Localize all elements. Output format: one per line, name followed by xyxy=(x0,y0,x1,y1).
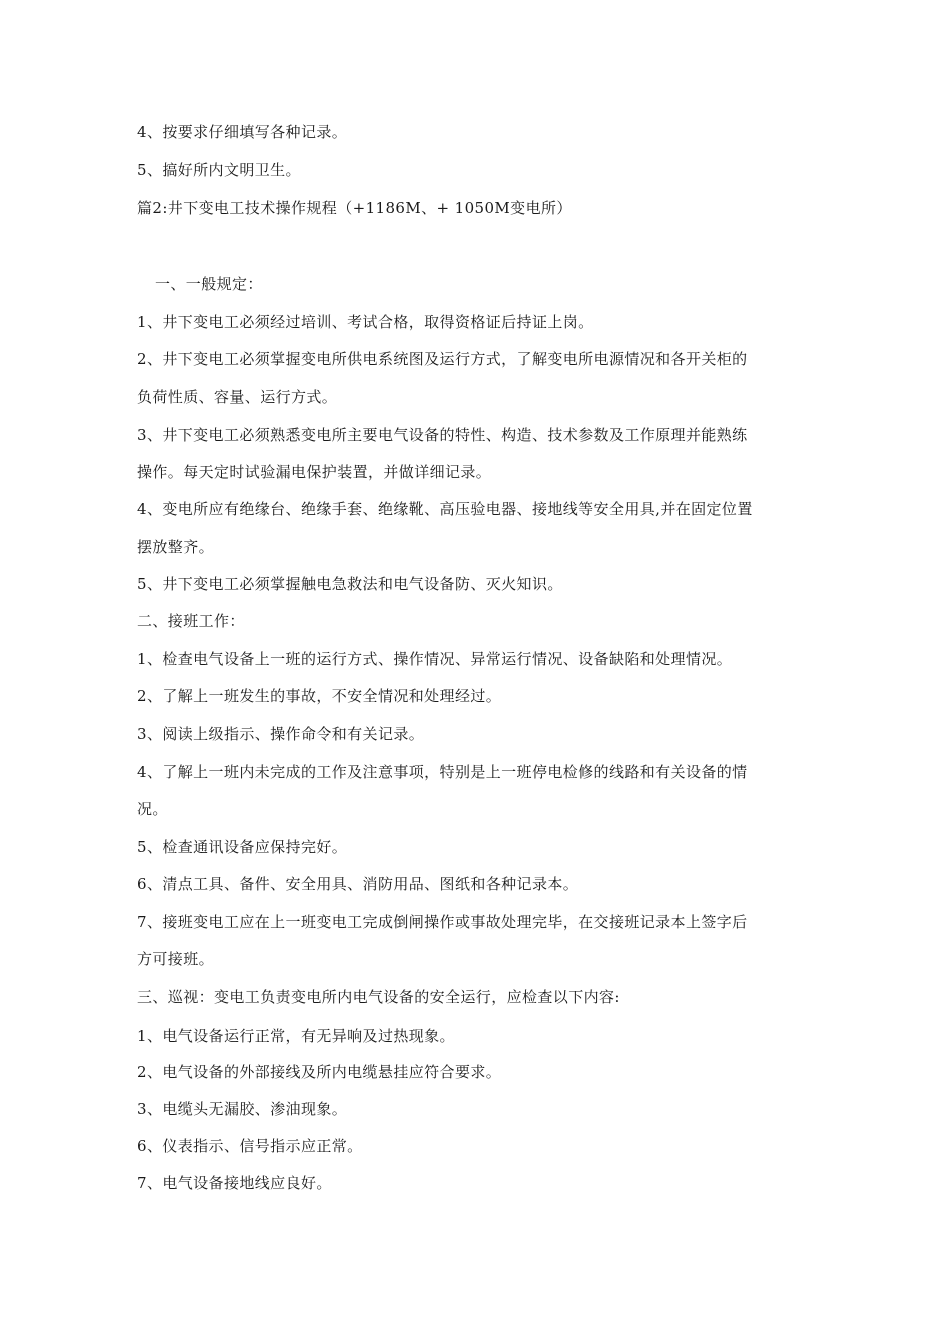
text-line: 1、电气设备运行正常，有无异响及过热现象。 xyxy=(137,1027,455,1045)
text-line: 4、按要求仔细填写各种记录。 xyxy=(137,123,348,141)
text-line: 5、搞好所内文明卫生。 xyxy=(137,161,301,179)
text-line: 2、了解上一班发生的事故，不安全情况和处理经过。 xyxy=(137,687,502,705)
text-line: 5、井下变电工必须掌握触电急救法和电气设备防、灭火知识。 xyxy=(137,575,563,593)
text-line: 负荷性质、容量、运行方式。 xyxy=(137,388,338,406)
text-line: 6、仪表指示、信号指示应正常。 xyxy=(137,1137,363,1155)
text-line: 况。 xyxy=(137,800,168,818)
text-line: 操作。每天定时试验漏电保护装置，并做详细记录。 xyxy=(137,463,492,481)
text-line: 摆放整齐。 xyxy=(137,538,215,556)
section-heading: 三、巡视：变电工负责变电所内电气设备的安全运行，应检查以下内容: xyxy=(137,988,620,1006)
text-line: 方可接班。 xyxy=(137,950,215,968)
text-line: 7、接班变电工应在上一班变电工完成倒闸操作或事故处理完毕，在交接班记录本上签字后 xyxy=(137,913,748,931)
text-line: 2、电气设备的外部接线及所内电缆悬挂应符合要求。 xyxy=(137,1063,502,1081)
text-line: 1、井下变电工必须经过培训、考试合格，取得资格证后持证上岗。 xyxy=(137,313,594,331)
section-heading: 一、一般规定： xyxy=(155,275,263,293)
text-line: 3、井下变电工必须熟悉变电所主要电气设备的特性、构造、技术参数及工作原理并能熟练 xyxy=(137,426,748,444)
text-line: 3、电缆头无漏胶、渗油现象。 xyxy=(137,1100,348,1118)
text-line: 3、阅读上级指示、操作命令和有关记录。 xyxy=(137,725,425,743)
text-line: 2、井下变电工必须掌握变电所供电系统图及运行方式，了解变电所电源情况和各开关柜的 xyxy=(137,350,748,368)
text-line: 1、检查电气设备上一班的运行方式、操作情况、异常运行情况、设备缺陷和处理情况。 xyxy=(137,650,733,668)
text-line: 4、了解上一班内未完成的工作及注意事项，特别是上一班停电检修的线路和有关设备的情 xyxy=(137,763,748,781)
text-line: 4、变电所应有绝缘台、绝缘手套、绝缘靴、高压验电器、接地线等安全用具,并在固定位置 xyxy=(137,500,753,518)
text-line: 7、电气设备接地线应良好。 xyxy=(137,1174,332,1192)
section-heading: 篇2:井下变电工技术操作规程（+1186M、+ 1050M变电所） xyxy=(137,199,572,217)
section-heading: 二、接班工作： xyxy=(137,612,245,630)
text-line: 6、清点工具、备件、安全用具、消防用品、图纸和各种记录本。 xyxy=(137,875,579,893)
text-line: 5、检查通讯设备应保持完好。 xyxy=(137,838,348,856)
